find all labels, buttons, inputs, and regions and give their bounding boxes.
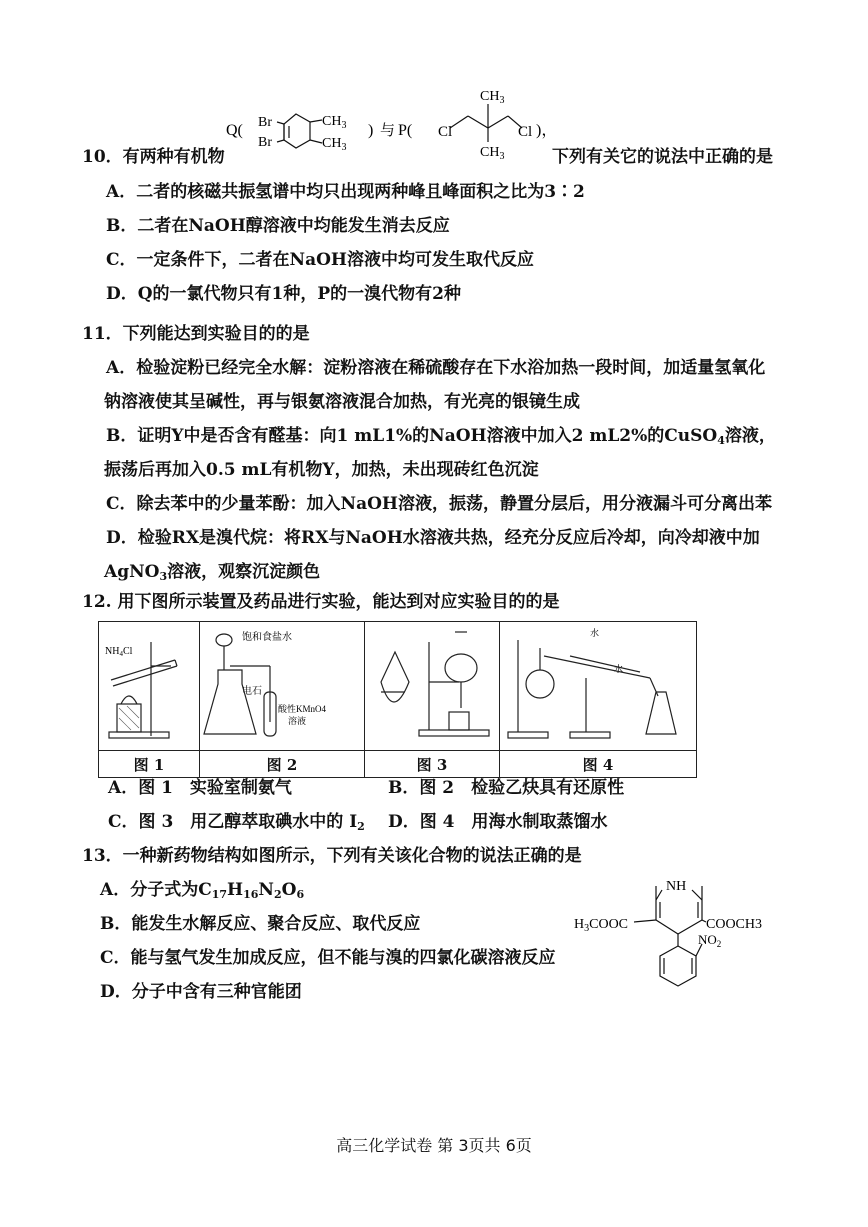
q10-option-c: C．一定条件下，二者在NaOH溶液中均可发生取代反应	[106, 250, 534, 270]
left-ester-label: $H_3COOC$	[574, 917, 629, 934]
nh4cl-label: $NH_4Cl$	[105, 646, 133, 658]
q10-structures	[222, 86, 562, 162]
apparatus-figure-table	[98, 621, 697, 778]
p-label: P(	[398, 122, 413, 139]
cl-left: Cl	[438, 124, 453, 140]
br-label-1: Br	[258, 115, 272, 130]
solution-label: 溶液	[288, 716, 307, 726]
p-close: )，	[536, 122, 558, 139]
q11-option-b-line2: 振荡后再加入0.5 mL有机物Y，加热，未出现砖红色沉淀	[104, 460, 539, 480]
right-ester-label: COOCH3	[706, 917, 763, 932]
q-label: Q(	[226, 122, 243, 139]
q13-option-b: B．能发生水解反应、聚合反应、取代反应	[100, 914, 421, 934]
q12-option-a: A．图 1 实验室制氨气	[108, 778, 292, 798]
q11-option-c: C．除去苯中的少量苯酚：加入NaOH溶液，振荡，静置分层后，用分液漏斗可分离出苯	[106, 494, 772, 514]
q10-stem-left: 10．有两种有机物	[82, 147, 225, 167]
q10-structure-image	[222, 86, 562, 162]
saturated-brine-label: 饱和食盐水	[242, 632, 292, 643]
figure-4-caption: 图 4	[500, 751, 697, 778]
br-label-2: Br	[258, 135, 272, 150]
q11-option-d-line1: D．检验RX是溴代烷：将RX与NaOH水溶液共热，经充分反应后冷却，向冷却液中加	[106, 528, 760, 548]
nh-label: NH	[666, 879, 687, 894]
q10-option-d: D．Q的一氯代物只有1种，P的一溴代物有2种	[106, 284, 461, 304]
q10-stem-right: 下列有关它的说法中正确的是	[552, 147, 773, 167]
q12-option-b: B．图 2 检验乙炔具有还原性	[388, 778, 625, 798]
dibromo-ring	[277, 114, 322, 148]
q13-option-d: D．分子中含有三种官能团	[100, 982, 302, 1002]
q11-option-a-line2: 钠溶液使其呈碱性，再与银氨溶液混合加热，有光亮的银镜生成	[104, 392, 580, 412]
q10-option-a: A．二者的核磁共振氢谱中均只出现两种峰且峰面积之比为3∶2	[106, 182, 585, 202]
q11-option-a-line1: A．检验淀粉已经完全水解：淀粉溶液在稀硫酸存在下水浴加热一段时间，加适量氢氧化	[106, 358, 766, 378]
cl-right: Cl	[518, 124, 533, 140]
ch3-a: $CH_3$	[322, 114, 347, 131]
q11-option-d-line2: AgNO$_3$溶液，观察沉淀颜色	[104, 562, 321, 583]
q13-structure	[572, 872, 772, 998]
water-out-label: 水	[614, 664, 624, 674]
ch3-bottom: $CH_3$	[480, 145, 505, 162]
kmno4-label: 酸性KMnO4	[278, 704, 327, 714]
q13-option-c: C．能与氢气发生加成反应，但不能与溴的四氯化碳溶液反应	[100, 948, 556, 968]
q13-option-a: A．分子式为$C_{17}H_{16}N_2O_6$	[100, 880, 305, 901]
q-close: )	[368, 122, 374, 139]
q13-stem: 13．一种新药物结构如图所示，下列有关该化合物的说法正确的是	[82, 846, 582, 866]
figure-1-caption: 图 1	[99, 751, 200, 778]
q12-option-d: D．图 4 用海水制取蒸馏水	[388, 812, 608, 832]
q11-stem: 11．下列能达到实验目的的是	[82, 324, 310, 344]
and-text: 与	[380, 123, 396, 139]
figure-1-apparatus	[99, 622, 200, 751]
figure-2-apparatus	[200, 622, 365, 751]
q12-stem: 12. 用下图所示装置及药品进行实验，能达到对应实验目的的是	[82, 592, 560, 612]
figure-4-apparatus	[500, 622, 697, 751]
figure-2-caption: 图 2	[200, 751, 365, 778]
p-skeleton	[450, 104, 522, 142]
q10-option-b: B．二者在NaOH醇溶液中均能发生消去反应	[106, 216, 450, 236]
ch3-top: $CH_3$	[480, 89, 505, 106]
figure-3-apparatus	[365, 622, 500, 751]
water-in-label: 水	[590, 628, 600, 638]
page-footer: 高三化学试卷 第 3页共 6页	[336, 1136, 532, 1155]
figure-3-caption: 图 3	[365, 751, 500, 778]
q12-option-c: C．图 3 用乙醇萃取碘水中的 $I_2$	[108, 812, 365, 833]
calcium-carbide-label: 电石	[242, 686, 262, 697]
no2-label: $NO_2$	[698, 932, 722, 949]
ch3-b: $CH_3$	[322, 136, 347, 153]
q11-option-b-line1: B．证明Y中是否含有醛基：向1 mL1%的NaOH溶液中加入2 mL2%的CuSO$_4$溶液，	[106, 426, 776, 447]
